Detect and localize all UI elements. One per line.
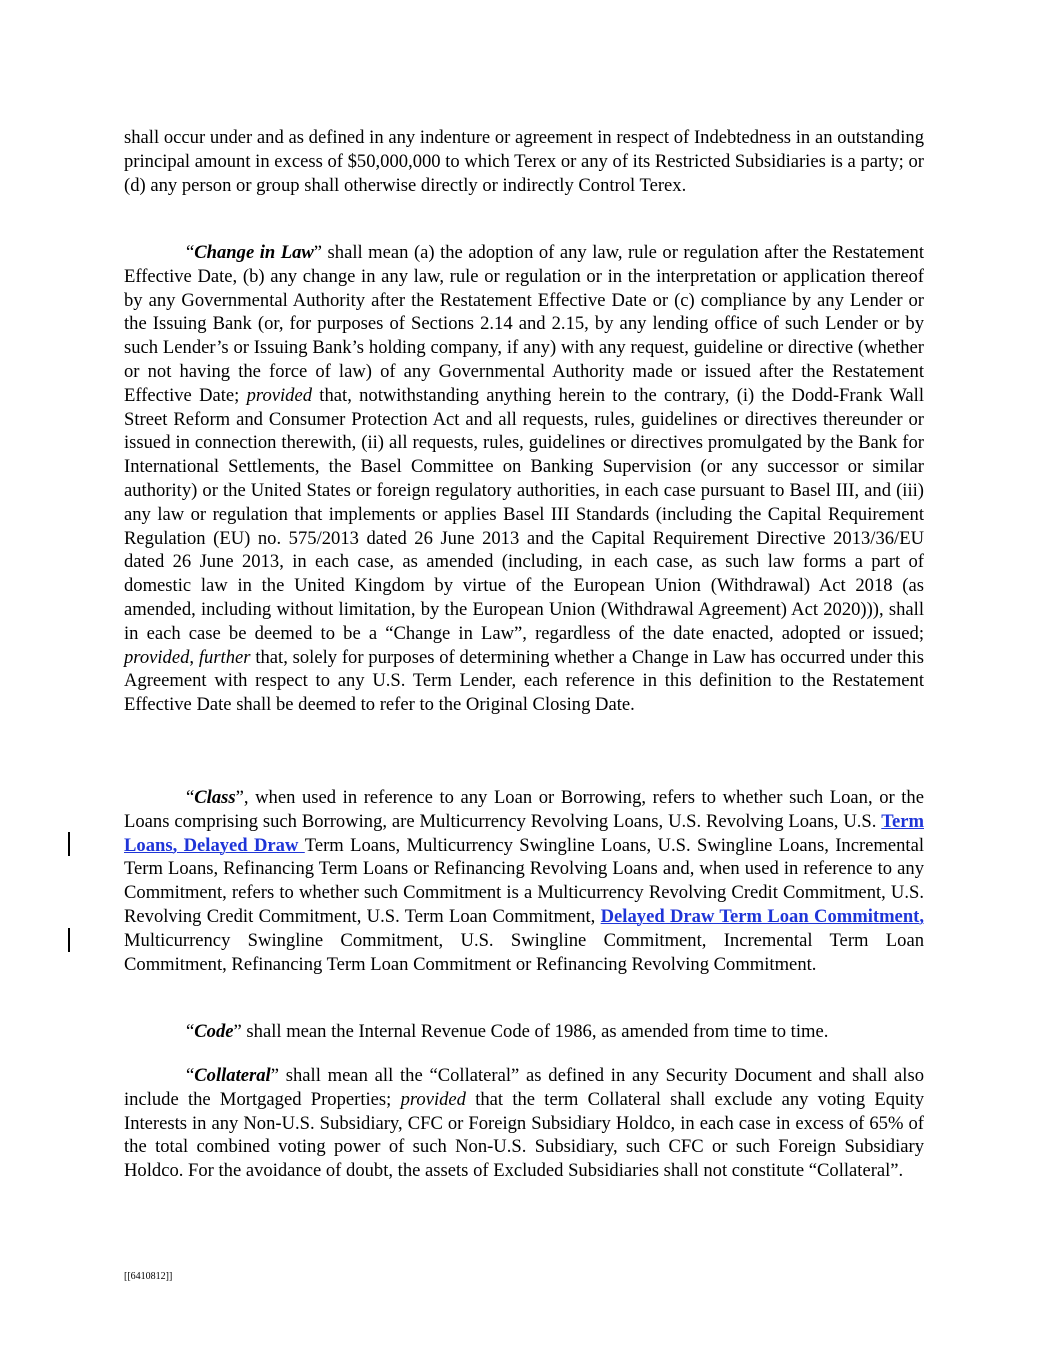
definition-collateral — [124, 1064, 924, 1183]
further-italic: further — [198, 646, 251, 668]
open-quote: “ — [186, 1065, 195, 1086]
close-quote: ” — [313, 242, 323, 263]
definition-text: , when used in reference to any Loan or Borrowing, refers to whether such Loan, or the Loans comprising such Borrowing, are Multicurrency Revolving Loans, U.S. Revolving Loans, U.S. — [124, 787, 924, 832]
definition-text: that the term Collateral shall exclude any voting Equity Interests in any Non-U.S. Subsidiary, CFC or Foreign Subsidiary Holdco, in each case in excess of 65% of the total combined voting power of such Non-U.S. Subsidiary, such CFC or such Foreign Subsidiary Holdco. For the avoidance of doubt, the assets of Excluded Subsidiaries shall not constitute “Collateral”. — [124, 1088, 924, 1182]
change-bar-marker — [68, 928, 70, 952]
inserted-text-redline: Delayed Draw Term Loan Commitment, — [600, 905, 924, 927]
footer-doc-id: [[6410812]] — [124, 1271, 173, 1282]
definition-text: Term Loans, Multicurrency Swingline Loans, U.S. Swingline Loans, Incremental Term Loans, Refinancing Term Loans or Refinancing Revolving Loans and, when used in reference to any Commitment, refers to whether such Commitment is a Multicurrency Revolving Credit Commitment, U.S. Revolving Credit Commitment, U.S. Term Loan Commitment, — [124, 834, 925, 927]
definition-class — [124, 786, 924, 976]
open-quote: “ — [186, 787, 195, 808]
paragraph-control-continuation — [124, 126, 924, 197]
defined-term: Change in Law — [194, 242, 314, 263]
paragraph-text: shall occur under and as defined in any indenture or agreement in respect of Indebtedness in an outstanding principal amount in excess of $50,000,000 to which Terex or any of its Restricted Subsidiaries is a party; or (d) any person or group shall otherwise directly or indirectly Control Terex. — [124, 127, 924, 196]
provided-italic: provided — [124, 646, 190, 668]
definition-text: shall mean the Internal Revenue Code of 1986, as amended from time to time. — [241, 1021, 829, 1042]
open-quote: “ — [186, 242, 195, 263]
definition-change-in-law — [124, 241, 924, 717]
definition-text: Multicurrency Swingline Commitment, U.S. Swingline Commitment, Incremental Term Loan Commitment, Refinancing Term Loan Commitment or Refinancing Revolving Commitment. — [124, 929, 924, 975]
defined-term: Class — [194, 787, 236, 808]
open-quote: “ — [186, 1021, 195, 1042]
provided-italic: provided — [400, 1088, 466, 1110]
close-quote: ” — [270, 1065, 279, 1086]
defined-term: Code — [194, 1021, 234, 1042]
defined-term: Collateral — [194, 1065, 271, 1086]
change-bar-marker — [68, 832, 70, 856]
definition-code — [124, 1020, 924, 1044]
close-quote: ” — [233, 1021, 242, 1042]
comma: , — [189, 646, 199, 668]
close-quote: ” — [235, 787, 244, 808]
definition-text: shall mean all the “Collateral” as defined in any Security Document and shall also include the Mortgaged Properties; — [124, 1065, 924, 1110]
provided-italic: provided — [246, 384, 313, 406]
definition-text: that, notwithstanding anything herein to the contrary, (i) the Dodd-Frank Wall Street Reform and Consumer Protection Act and all requests, rules, guidelines or directives thereunder or issued in connection therewith, (ii) all requests, rules, guidelines or directives promulgated by the Bank for International Settlements, the Basel Committee on Banking Supervision (or any successor or similar authority) or the United States or foreign regulatory authorities, in each case pursuant to Basel III, and (iii) any law or regulation that implements or applies Basel III Standards (including the Capital Requirement Regulation (EU) no. 575/2013 dated 26 June 2013 and the Capital Requirement Directive 2013/36/EU dated 26 June 2013, in each case, as amended (including, in each case, as such law forms a part of domestic law in the United Kingdom by virtue of the European Union (Withdrawal) Act 2018 (as amended, including without limitation, by the European Union (Withdrawal Agreement) Act 2020))), shall in each case be deemed to be a “Change in Law”, regardless of the date enacted, adopted or issued; — [124, 384, 925, 644]
definition-text: that, solely for purposes of determining whether a Change in Law has occurred under this Agreement with respect to any U.S. Term Lender, each reference in this definition to the Restatement Effective Date shall be deemed to refer to the Original Closing Date. — [124, 646, 925, 716]
definition-text: shall mean (a) the adoption of any law, rule or regulation after the Restatement Effective Date, (b) any change in any law, rule or regulation or in the interpretation or application thereof by any Governmental Authority after the Restatement Effective Date or (c) compliance by any Lender or the Issuing Bank (or, for purposes of Sections 2.14 and 2.15, by any lending office of such Lender or by such Lender’s or Issuing Bank’s holding company, if any) with any request, guideline or directive (whether or not having the force of law) of any Governmental Authority made or issued after the Restatement Effective Date; — [124, 242, 924, 406]
inserted-text-redline: Term Loans, Delayed Draw — [124, 810, 924, 856]
